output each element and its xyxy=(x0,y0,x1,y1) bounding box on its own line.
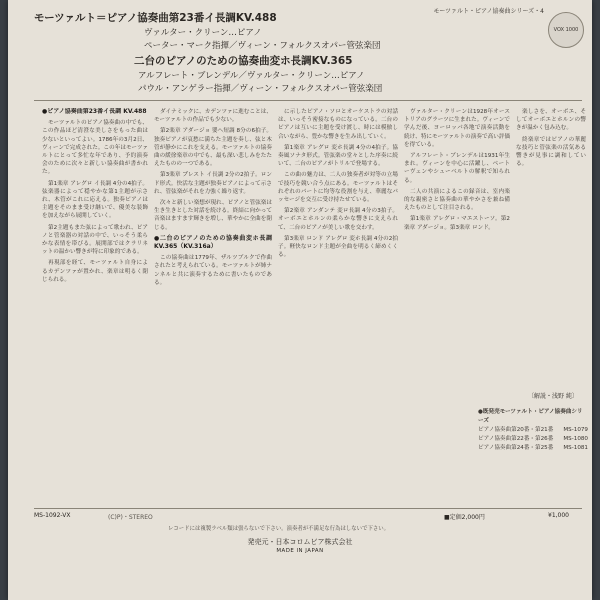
catalog-sub: (C)P)・STEREO xyxy=(108,514,153,521)
paragraph: モーツァルトのピアノ協奏曲の中でも、この作品ほど清澄な美しさをもった曲は少ないといってよい。1786年の3月2日、ヴィーンで完成された。この年はモーツァルトにとって多忙な年であり、予約演奏会のために次々と新しい協奏曲が書かれた。 xyxy=(42,120,148,176)
series-list-title: ●既発売モーツァルト・ピアノ協奏曲シリーズ xyxy=(478,409,583,424)
notes-column-1 xyxy=(42,108,148,508)
made-in-japan: MADE IN JAPAN xyxy=(276,548,324,554)
notice-text: レコードには複製ラベル類は張らないで下さい。演奏者が不満足な行為はしないで下さい。 xyxy=(168,526,390,532)
paragraph: 第3楽章 プレスト イ長調 2分の2拍子。ロンド形式。快活な主題が独奏ピアノによって示され、管弦楽がそれを力強く繰り返す。 xyxy=(154,172,272,195)
paragraph: に示したピアノ・ソロとオーケストラの対話は、いっそう密接なものになっている。二台のピアノは互いに主題を受け渡し、時には模倣し合いながら、豊かな響きを生み出していく。 xyxy=(278,109,398,140)
series-list-item xyxy=(478,444,588,453)
paragraph: 次々と新しい楽想が現れ、ピアノと管弦楽は生き生きとした対話を続ける。終結に向かって音楽はますます輝きを増し、華やかに全曲を閉じる。 xyxy=(154,200,272,231)
paragraph: 第2主題もまた弦によって歌われ、ピアノと管楽器の対話の中で、いっそう柔らかな表情を帯びる。展開部ではクラリネットの温かい響きが特に印象的である。 xyxy=(42,224,148,256)
paragraph: この協奏曲は1779年、ザルツブルクで作曲されたと考えられている。モーツァルトが姉ナンネルと共に演奏するために書いたものである。 xyxy=(154,255,272,286)
credit-4: パウル・アンゲラー指揮／ヴィーン・フォルクスオパー管弦楽団 xyxy=(138,84,383,94)
price: ¥1,000 xyxy=(548,512,569,519)
paragraph: 第2楽章 アダージョ 嬰ヘ短調 8分の6拍子。独奏ピアノが哀愁に満ちた主題を奏し、弦と木管が静かにこれを支える。モーツァルトの協奏曲の緩徐楽章の中でも、最も深い悲しみをたたえたものの一つである。 xyxy=(154,128,272,168)
paragraph: 楽しさを、オーボエ、そしてオーボエとホルンの響きが温かく包み込む。 xyxy=(516,109,586,132)
paragraph: 第1楽章 アレグロ 変ホ長調 4分の4拍子。協奏風ソナタ形式。管弦楽の堂々とした序奏に続いて、二台のピアノがトリルで登場する。 xyxy=(278,144,398,168)
paragraph: 再現部を経て、モーツァルト自身によるカデンツァが置かれ、楽章は明るく閉じられる。 xyxy=(42,260,148,283)
notes-column-5 xyxy=(516,108,586,388)
paragraph: 二人の共演によるこの録音は、室内楽的な親密さと協奏曲の華やかさを兼ね備えたものとして注目される。 xyxy=(404,188,510,212)
title-2: 二台のピアノのための協奏曲変ホ長調KV.365 xyxy=(134,55,353,67)
series-list-item xyxy=(478,426,588,435)
series-item-code: MS-1079 xyxy=(563,427,588,433)
series-list xyxy=(478,408,588,453)
series-label: モーツァルト・ピアノ協奏曲シリーズ・4 xyxy=(433,8,544,15)
logo-badge xyxy=(548,12,584,48)
bottom-divider xyxy=(34,508,582,509)
paragraph: 第3楽章 ロンド アレグロ 変ホ長調 4分の2拍子。軽快なロンド主題が全曲を明るく締めくくる。 xyxy=(278,235,398,259)
series-list-item xyxy=(478,435,588,444)
series-item-label: ピアノ協奏曲第22番・第26番 xyxy=(478,436,554,442)
paragraph: 終楽章ではピアノの華麗な技巧と管弦楽の活気ある響きが見事に調和している。 xyxy=(516,136,586,168)
paragraph: ヴァルター・クリーンは1928年オーストリアのグラーツに生まれた。ヴィーンで学んだ後、ヨーロッパ各地で演奏活動を続け、特にモーツァルトの演奏で高い評価を得ている。 xyxy=(404,109,510,148)
badge-text: VOX 1000 xyxy=(553,27,579,33)
price-label: ■定価2,000円 xyxy=(444,514,485,521)
catalog-number: MS-1092-VX xyxy=(34,512,71,519)
top-divider xyxy=(34,100,582,101)
series-item-label: ピアノ協奏曲第20番・第21番 xyxy=(478,427,554,433)
paragraph: 第2楽章 アンダンテ 変ロ長調 4分の3拍子。オーボエとホルンの柔らかな響きに支えられて、二台のピアノが美しい歌を交わす。 xyxy=(278,208,398,231)
credit-3: アルフレート・ブレンデル／ヴァルター・クリーン…ピアノ xyxy=(138,71,365,81)
title-1: モーツァルト＝ピアノ協奏曲第23番イ長調KV.488 xyxy=(34,12,277,24)
section-heading: ●二台のピアノのための協奏曲変ホ長調 KV.365（KV.316a） xyxy=(154,234,272,251)
notes-column-2 xyxy=(154,108,272,508)
paragraph: 第1楽章 アレグロ・マエストーソ。第2楽章 アダージョ。第3楽章 ロンド。 xyxy=(404,216,510,231)
paragraph: この曲の魅力は、二人の独奏者が対等の立場で技巧を競い合う点にある。モーツァルトはそれぞれのパートに均等な役割を与え、華麗なパッセージを交互に受け持たせている。 xyxy=(278,172,398,204)
series-item-code: MS-1081 xyxy=(563,445,588,451)
publisher: 発売元・日本コロムビア株式会社 xyxy=(247,538,353,546)
paragraph: ダイナミックに、カデンツァに進むことは、モーツァルトの作品でも少ない。 xyxy=(154,109,272,124)
paragraph: アルフレート・ブレンデルは1931年生まれ。ヴィーンを中心に活躍し、ベートーヴェンやシューベルトの解釈で知られる。 xyxy=(404,153,510,184)
series-item-code: MS-1080 xyxy=(563,436,588,442)
liner-notes-sheet xyxy=(8,0,592,600)
paragraph: 第1楽章 アレグロ イ長調 4分の4拍子。弦楽器によって穏やかな第1主題が示され、木管がこれに応える。独奏ピアノは主題をそのまま受け継いで、優美な装飾を加えながら展開していく。 xyxy=(42,180,148,220)
notes-column-3 xyxy=(278,108,398,508)
series-item-label: ピアノ協奏曲第24番・第25番 xyxy=(478,445,554,451)
section-heading: ●ピアノ協奏曲第23番イ長調 KV.488 xyxy=(42,108,147,115)
author-signature: 〔解説・浅野 純〕 xyxy=(528,393,578,400)
credit-1: ヴァルター・クリーン…ピアノ xyxy=(144,28,262,38)
credit-2: ペーター・マーク指揮／ヴィーン・フォルクスオパー管弦楽団 xyxy=(144,41,381,51)
